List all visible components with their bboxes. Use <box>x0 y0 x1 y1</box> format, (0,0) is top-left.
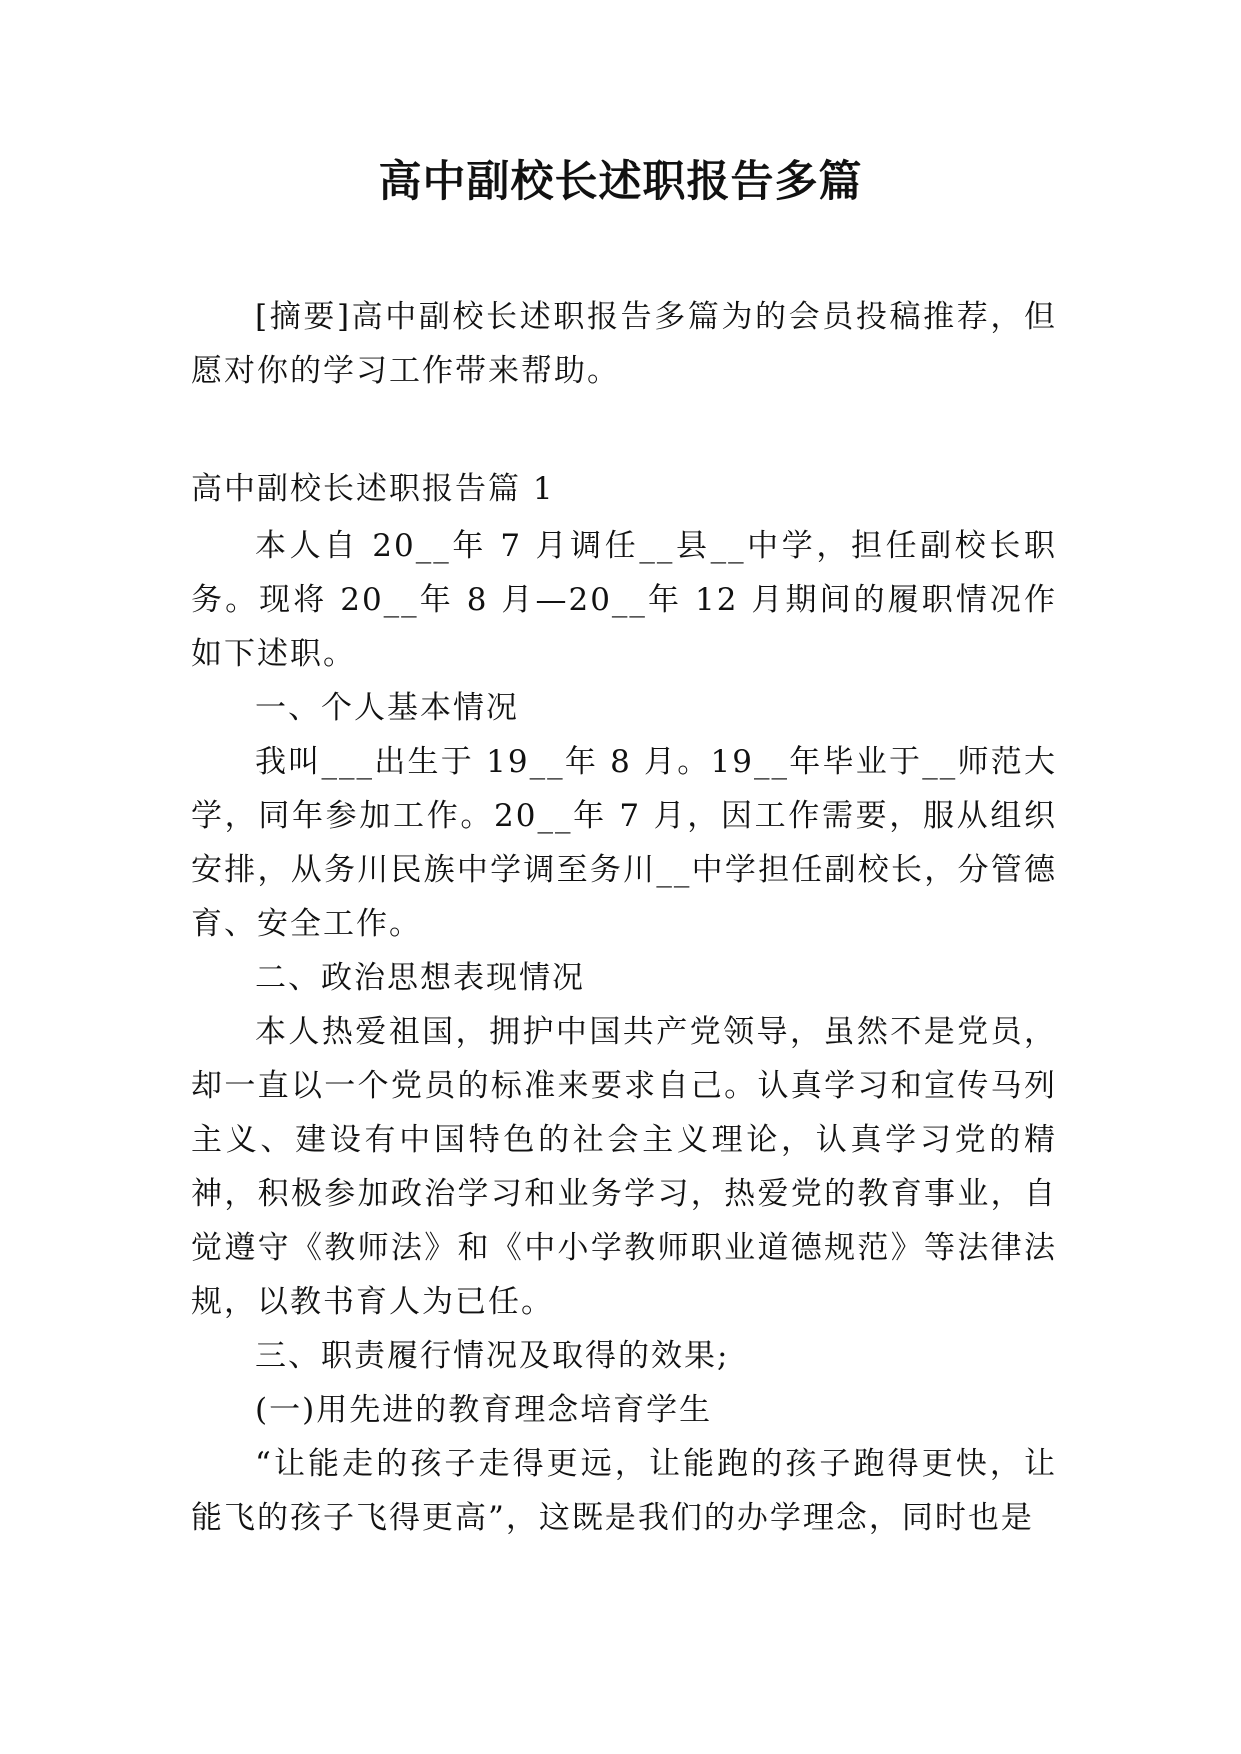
document-title: 高中副校长述职报告多篇 <box>378 157 863 207</box>
body-paragraph: 本人自 20__年 7 月调任__县__中学，担任副校长职务。现将 20__年 8 月—20__年 12 月期间的履职情况作如下述职。 <box>191 528 1057 672</box>
subheading-education-philosophy: (一)用先进的教育理念培育学生 <box>255 1392 713 1428</box>
heading-personal-info: 一、个人基本情况 <box>255 690 519 726</box>
heading-duties: 三、职责履行情况及取得的效果; <box>255 1338 730 1374</box>
heading-political-thought: 二、政治思想表现情况 <box>255 960 585 996</box>
body-paragraph: 本人热爱祖国，拥护中国共产党领导，虽然不是党员，却一直以一个党员的标准来要求自己。认真学习和宣传马列主义、建设有中国特色的社会主义理论，认真学习党的精神，积极参加政治学习和业务学习，热爱党的教育事业，自觉遵守《教师法》和《中小学教师职业道德规范》等法律法规，以教书育人为已任。 <box>191 1014 1057 1320</box>
body-paragraph: 我叫___出生于 19__年 8 月。19__年毕业于__师范大学，同年参加工作。20__年 7 月，因工作需要，服从组织安排，从务川民族中学调至务川__中学担任副校长，分管德育、安全工作。 <box>191 744 1057 942</box>
summary-paragraph: [摘要]高中副校长述职报告多篇为的会员投稿推荐，但愿对你的学习工作带来帮助。 <box>191 299 1057 389</box>
document-body <box>191 519 1057 1545</box>
section-title: 高中副校长述职报告篇 1 <box>191 471 555 507</box>
body-paragraph: “让能走的孩子走得更远，让能跑的孩子跑得更快，让能飞的孩子飞得更高”，这既是我们的办学理念，同时也是 <box>191 1446 1057 1536</box>
